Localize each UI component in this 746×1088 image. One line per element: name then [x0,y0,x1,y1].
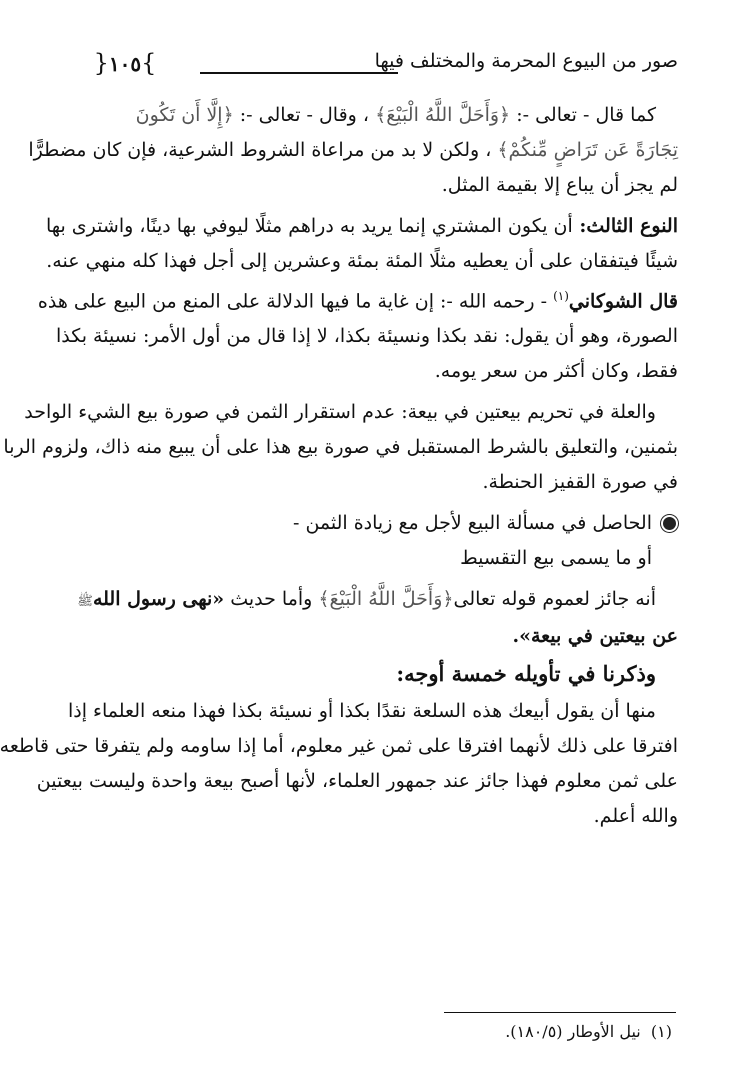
text-run: أن يكون المشتري إنما يريد به دراهم مثلًا ليوفي بها دينًا، واشترى بها [45,215,573,237]
page-number-brace-right: } [141,49,157,77]
text-line: فقط، وكان أكثر من سعر يومه. [434,360,678,383]
section-heading: وذكرنا في تأويله خمسة أوجه: [396,661,656,687]
text-line [68,98,678,133]
text-line: شيئًا فيتفقان على أن يعطيه مثلًا المئة بمئة وعشرين إلى أجل فهذا كله منهي عنه. [46,250,678,272]
running-title: صور من البيوع المحرمة والمختلف فيها [374,50,678,72]
text-line: عن بيعتين في بيعة». [512,625,678,648]
bullet-icon [661,515,678,532]
paragraph-6 [0,694,678,834]
text-line: الصورة، وهو أن يقول: نقد بكذا ونسيئة بكذا، لا إذا قال من أول الأمر: نسيئة بكذا [55,325,678,348]
quran-verse: ﴿وَأَحَلَّ اللَّهُ الْبَيْعَ﴾ [318,588,454,611]
text-line: والعلة في تحريم بيعتين في بيعة: عدم استقرار الثمن في صورة بيع الشيء الواحد [24,401,656,424]
text-line: لم يجز أن يباع إلا بقيمة المثل. [441,174,678,196]
bullet-item [68,506,678,576]
honorific-glyph: ﷺ [77,594,93,610]
author-name: قال الشوكاني [568,290,678,313]
text-line [28,133,678,168]
text-run: كما قال - تعالى -: [510,104,656,126]
text-line: الحاصل في مسألة البيع لأجل مع زيادة الثمن - [292,512,652,535]
text-line: افترقا على ذلك لأنهما افترقا على ثمن غير معلوم، أما إذا ساومه ولم يتفرقا حتى قاطعه [0,735,678,758]
page-number-brace-left: { [93,49,109,77]
text-run: وأما حديث [224,588,319,611]
text-line [68,582,678,619]
header-rule [200,72,398,74]
page-number-value: ١٠٥ [108,52,142,76]
page-body [0,98,678,834]
footnote-rule [444,1012,676,1013]
paragraph-2 [45,209,678,279]
quran-verse: تِجَارَةً عَن تَرَاضٍ مِّنكُمْ﴾ [497,139,678,161]
section-label: النوع الثالث: [572,215,678,237]
text-run: أنه جائز لعموم قوله تعالى [453,588,656,611]
text-line: والله أعلم. [593,805,678,828]
quran-verse: ﴿إِلَّا أَن تَكُونَ [135,104,234,126]
paragraph-4 [3,395,678,500]
footnote-text: نيل الأوطار (١٨٠/٥). [505,1022,641,1041]
text-line: بثمنين، والتعليق بالشرط المستقبل في صورة بيع هذا على أن يبيع منه ذاك، ولزوم الربا [3,436,678,459]
paragraph-1 [28,98,678,203]
footnote [505,1022,672,1041]
text-run: ، ولكن لا بد من مراعاة الشروط الشرعية، فإن كان مضطرًّا [28,139,498,161]
text-run: ، وقال - تعالى -: [233,104,376,126]
text-line [37,279,678,319]
text-line [45,209,678,244]
footnote-marker: (١) [650,1022,672,1041]
text-line: على ثمن معلوم فهذا جائز عند جمهور العلماء، لأنها أصبح بيعة واحدة وليست بيعتين [36,770,678,793]
footnote-reference[interactable]: (١) [553,289,569,303]
text-line: في صورة القفيز الحنطة. [482,471,678,494]
text-line: منها أن يقول أبيعك هذه السلعة نقدًا بكذا أو نسيئة بكذا فهذا منعه العلماء إذا [67,700,656,723]
page-number [70,46,180,80]
text-run: - رحمه الله -: إن غاية ما فيها الدلالة على المنع من البيع على هذه [37,290,554,313]
hadith-quote: «نهى رسول الله [92,588,225,611]
text-line: أو ما يسمى بيع التقسيط [460,547,652,570]
paragraph-5 [68,582,678,654]
page-header [70,46,678,86]
paragraph-3 [37,279,678,389]
quran-verse: ﴿وَأَحَلَّ اللَّهُ الْبَيْعَ﴾ [375,104,511,126]
